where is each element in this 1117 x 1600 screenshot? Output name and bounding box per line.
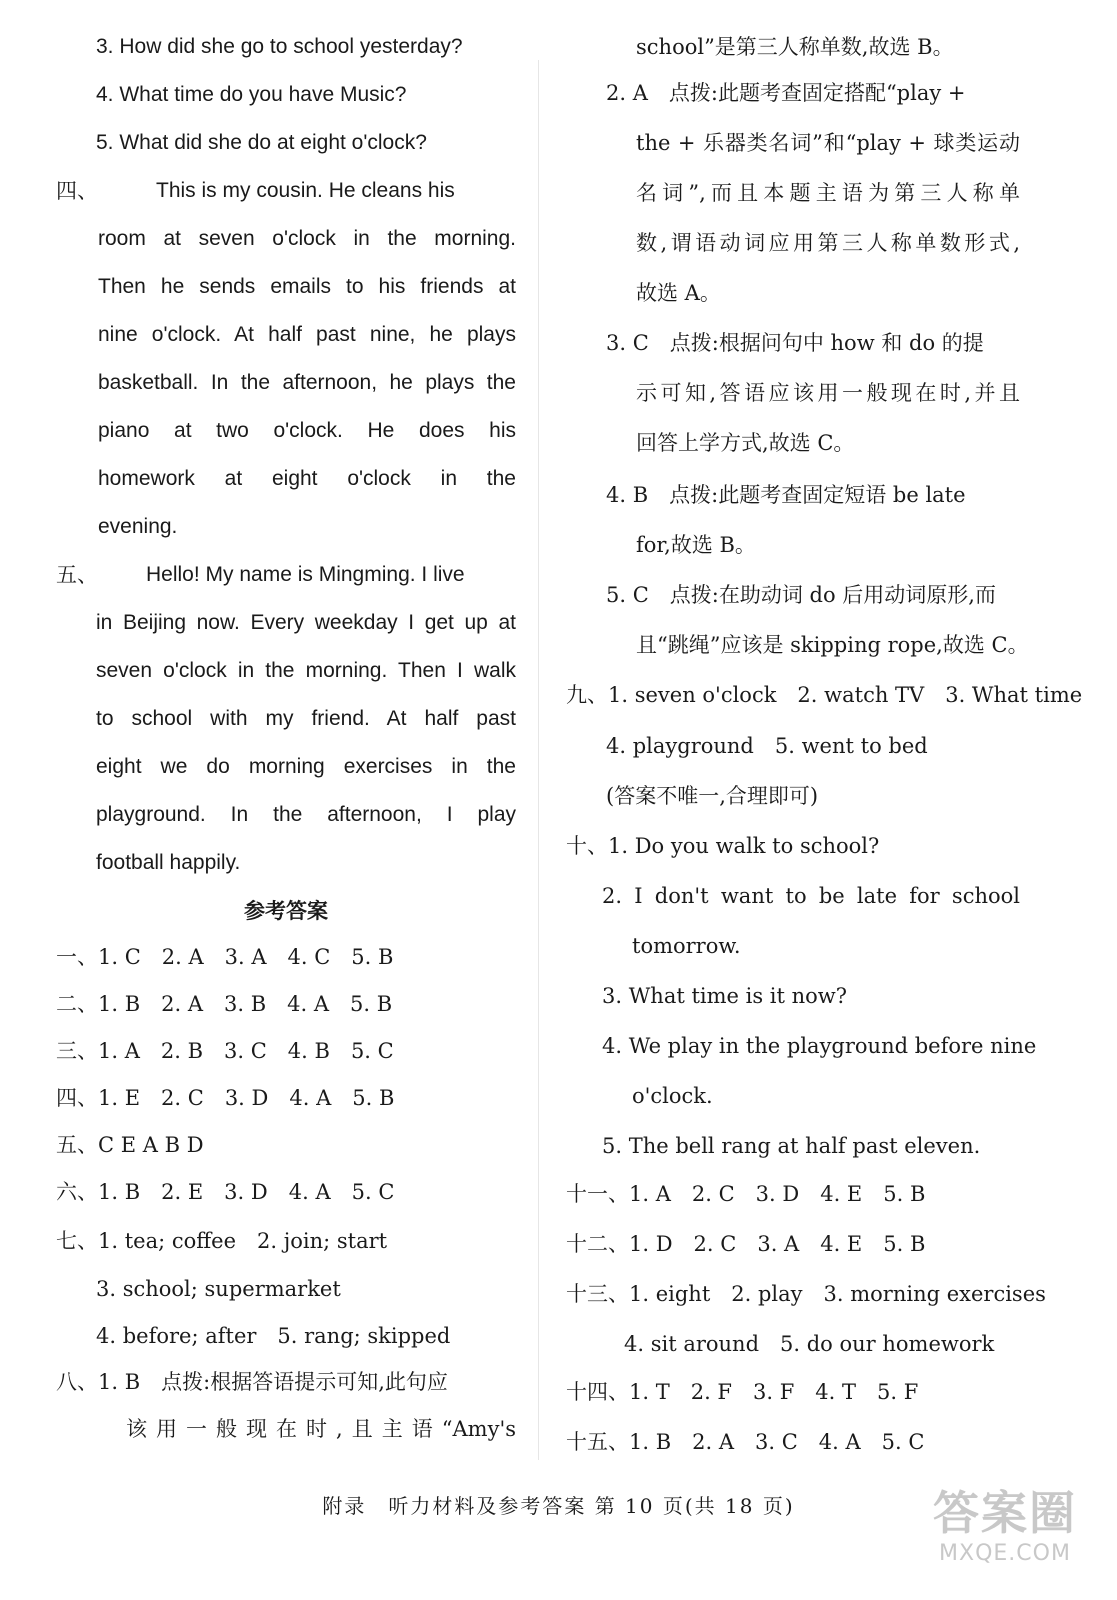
passage-line: evening. bbox=[98, 515, 178, 538]
passage-line: Hello! My name is Mingming. I live bbox=[146, 563, 465, 586]
listening-question-5: 5. What did she do at eight o'clock? bbox=[96, 131, 427, 154]
answer-line: 该用一般现在时,且主语“Amy's bbox=[126, 1417, 516, 1441]
passage-line: seven o'clock in the morning. Then I walk bbox=[96, 659, 516, 682]
passage-line: nine o'clock. At half past nine, he plays bbox=[98, 323, 516, 346]
answer-line: 十、1. Do you walk to school? bbox=[566, 834, 880, 858]
passage-line: in Beijing now. Every weekday I get up at bbox=[96, 611, 516, 634]
answer-line: school”是第三人称单数,故选 B。 bbox=[636, 35, 954, 59]
answer-line: (答案不唯一,合理即可) bbox=[606, 784, 819, 808]
passage-line: playground. In the afternoon, I play bbox=[96, 803, 516, 826]
answer-line: 且“跳绳”应该是 skipping rope,故选 C。 bbox=[636, 633, 1029, 657]
passage-line: room at seven o'clock in the morning. bbox=[98, 227, 516, 250]
answer-line: 十四、1. T 2. F 3. F 4. T 5. F bbox=[566, 1380, 919, 1404]
answer-line: 八、1. B 点拨:根据答语提示可知,此句应 bbox=[56, 1370, 448, 1394]
answer-line: 4. sit around 5. do our homework bbox=[624, 1332, 995, 1356]
answer-line: 五、C E A B D bbox=[56, 1133, 204, 1157]
answer-line: the + 乐器类名词”和“play + 球类运动 bbox=[636, 131, 1020, 155]
answer-line: 2. A 点拨:此题考查固定搭配“play + bbox=[606, 81, 966, 105]
answer-line: 十一、1. A 2. C 3. D 4. E 5. B bbox=[566, 1182, 926, 1206]
answer-line: 数,谓语动词应用第三人称单数形式, bbox=[636, 231, 1020, 255]
watermark-logo bbox=[920, 1485, 1090, 1580]
answer-line: 十三、1. eight 2. play 3. morning exercises bbox=[566, 1282, 1046, 1306]
answer-line: 4. playground 5. went to bed bbox=[606, 734, 928, 758]
passage-line: homework at eight o'clock in the bbox=[98, 467, 516, 490]
answer-line: 3. school; supermarket bbox=[96, 1277, 341, 1301]
answer-line: 十二、1. D 2. C 3. A 4. E 5. B bbox=[566, 1232, 926, 1256]
answer-line: 回答上学方式,故选 C。 bbox=[636, 431, 855, 455]
page-footer: 附录 听力材料及参考答案 第 10 页(共 18 页) bbox=[322, 1494, 795, 1518]
section-4-label: 四、 bbox=[56, 179, 98, 203]
answer-line: 三、1. A 2. B 3. C 4. B 5. C bbox=[56, 1039, 394, 1063]
answer-line: 九、1. seven o'clock 2. watch TV 3. What time bbox=[566, 683, 1083, 707]
answer-line: tomorrow. bbox=[632, 934, 741, 958]
answer-line: 四、1. E 2. C 3. D 4. A 5. B bbox=[56, 1086, 395, 1110]
answer-line: 故选 A。 bbox=[636, 281, 721, 305]
answer-line: 七、1. tea; coffee 2. join; start bbox=[56, 1229, 388, 1253]
answer-line: 5. The bell rang at half past eleven. bbox=[602, 1134, 981, 1158]
listening-question-3: 3. How did she go to school yesterday? bbox=[96, 35, 463, 58]
answer-line: 3. What time is it now? bbox=[602, 984, 848, 1008]
answer-line: 4. before; after 5. rang; skipped bbox=[96, 1324, 451, 1348]
answer-line: 4. We play in the playground before nine bbox=[602, 1034, 1037, 1058]
answer-line: 十五、1. B 2. A 3. C 4. A 5. C bbox=[566, 1430, 925, 1454]
answer-line: 六、1. B 2. E 3. D 4. A 5. C bbox=[56, 1180, 395, 1204]
passage-line: football happily. bbox=[96, 851, 241, 874]
watermark-logo-text: 答案圈 bbox=[933, 1486, 1077, 1540]
answer-line: 2. I don't want to be late for school bbox=[602, 884, 1020, 908]
answer-line: 4. B 点拨:此题考查固定短语 be late bbox=[606, 483, 966, 507]
passage-line: This is my cousin. He cleans his bbox=[156, 179, 455, 202]
answer-line: for,故选 B。 bbox=[636, 533, 756, 557]
answer-line: 一、1. C 2. A 3. A 4. C 5. B bbox=[56, 945, 394, 969]
column-divider bbox=[538, 60, 539, 1460]
listening-question-4: 4. What time do you have Music? bbox=[96, 83, 407, 106]
section-5-label: 五、 bbox=[56, 563, 98, 587]
answer-key-title: 参考答案 bbox=[244, 898, 328, 923]
answer-line: o'clock. bbox=[632, 1084, 713, 1108]
passage-line: eight we do morning exercises in the bbox=[96, 755, 516, 778]
answer-line: 二、1. B 2. A 3. B 4. A 5. B bbox=[56, 992, 393, 1016]
answer-line: 示可知,答语应该用一般现在时,并且 bbox=[636, 381, 1020, 405]
watermark-url: MXQE.COM bbox=[939, 1541, 1071, 1566]
answer-line: 5. C 点拨:在助动词 do 后用动词原形,而 bbox=[606, 583, 996, 607]
passage-line: basketball. In the afternoon, he plays the bbox=[98, 371, 516, 394]
answer-line: 名词”,而且本题主语为第三人称单 bbox=[636, 181, 1020, 205]
passage-line: to school with my friend. At half past bbox=[96, 707, 516, 730]
passage-line: Then he sends emails to his friends at bbox=[98, 275, 516, 298]
passage-line: piano at two o'clock. He does his bbox=[98, 419, 516, 442]
answer-line: 3. C 点拨:根据问句中 how 和 do 的提 bbox=[606, 331, 984, 355]
